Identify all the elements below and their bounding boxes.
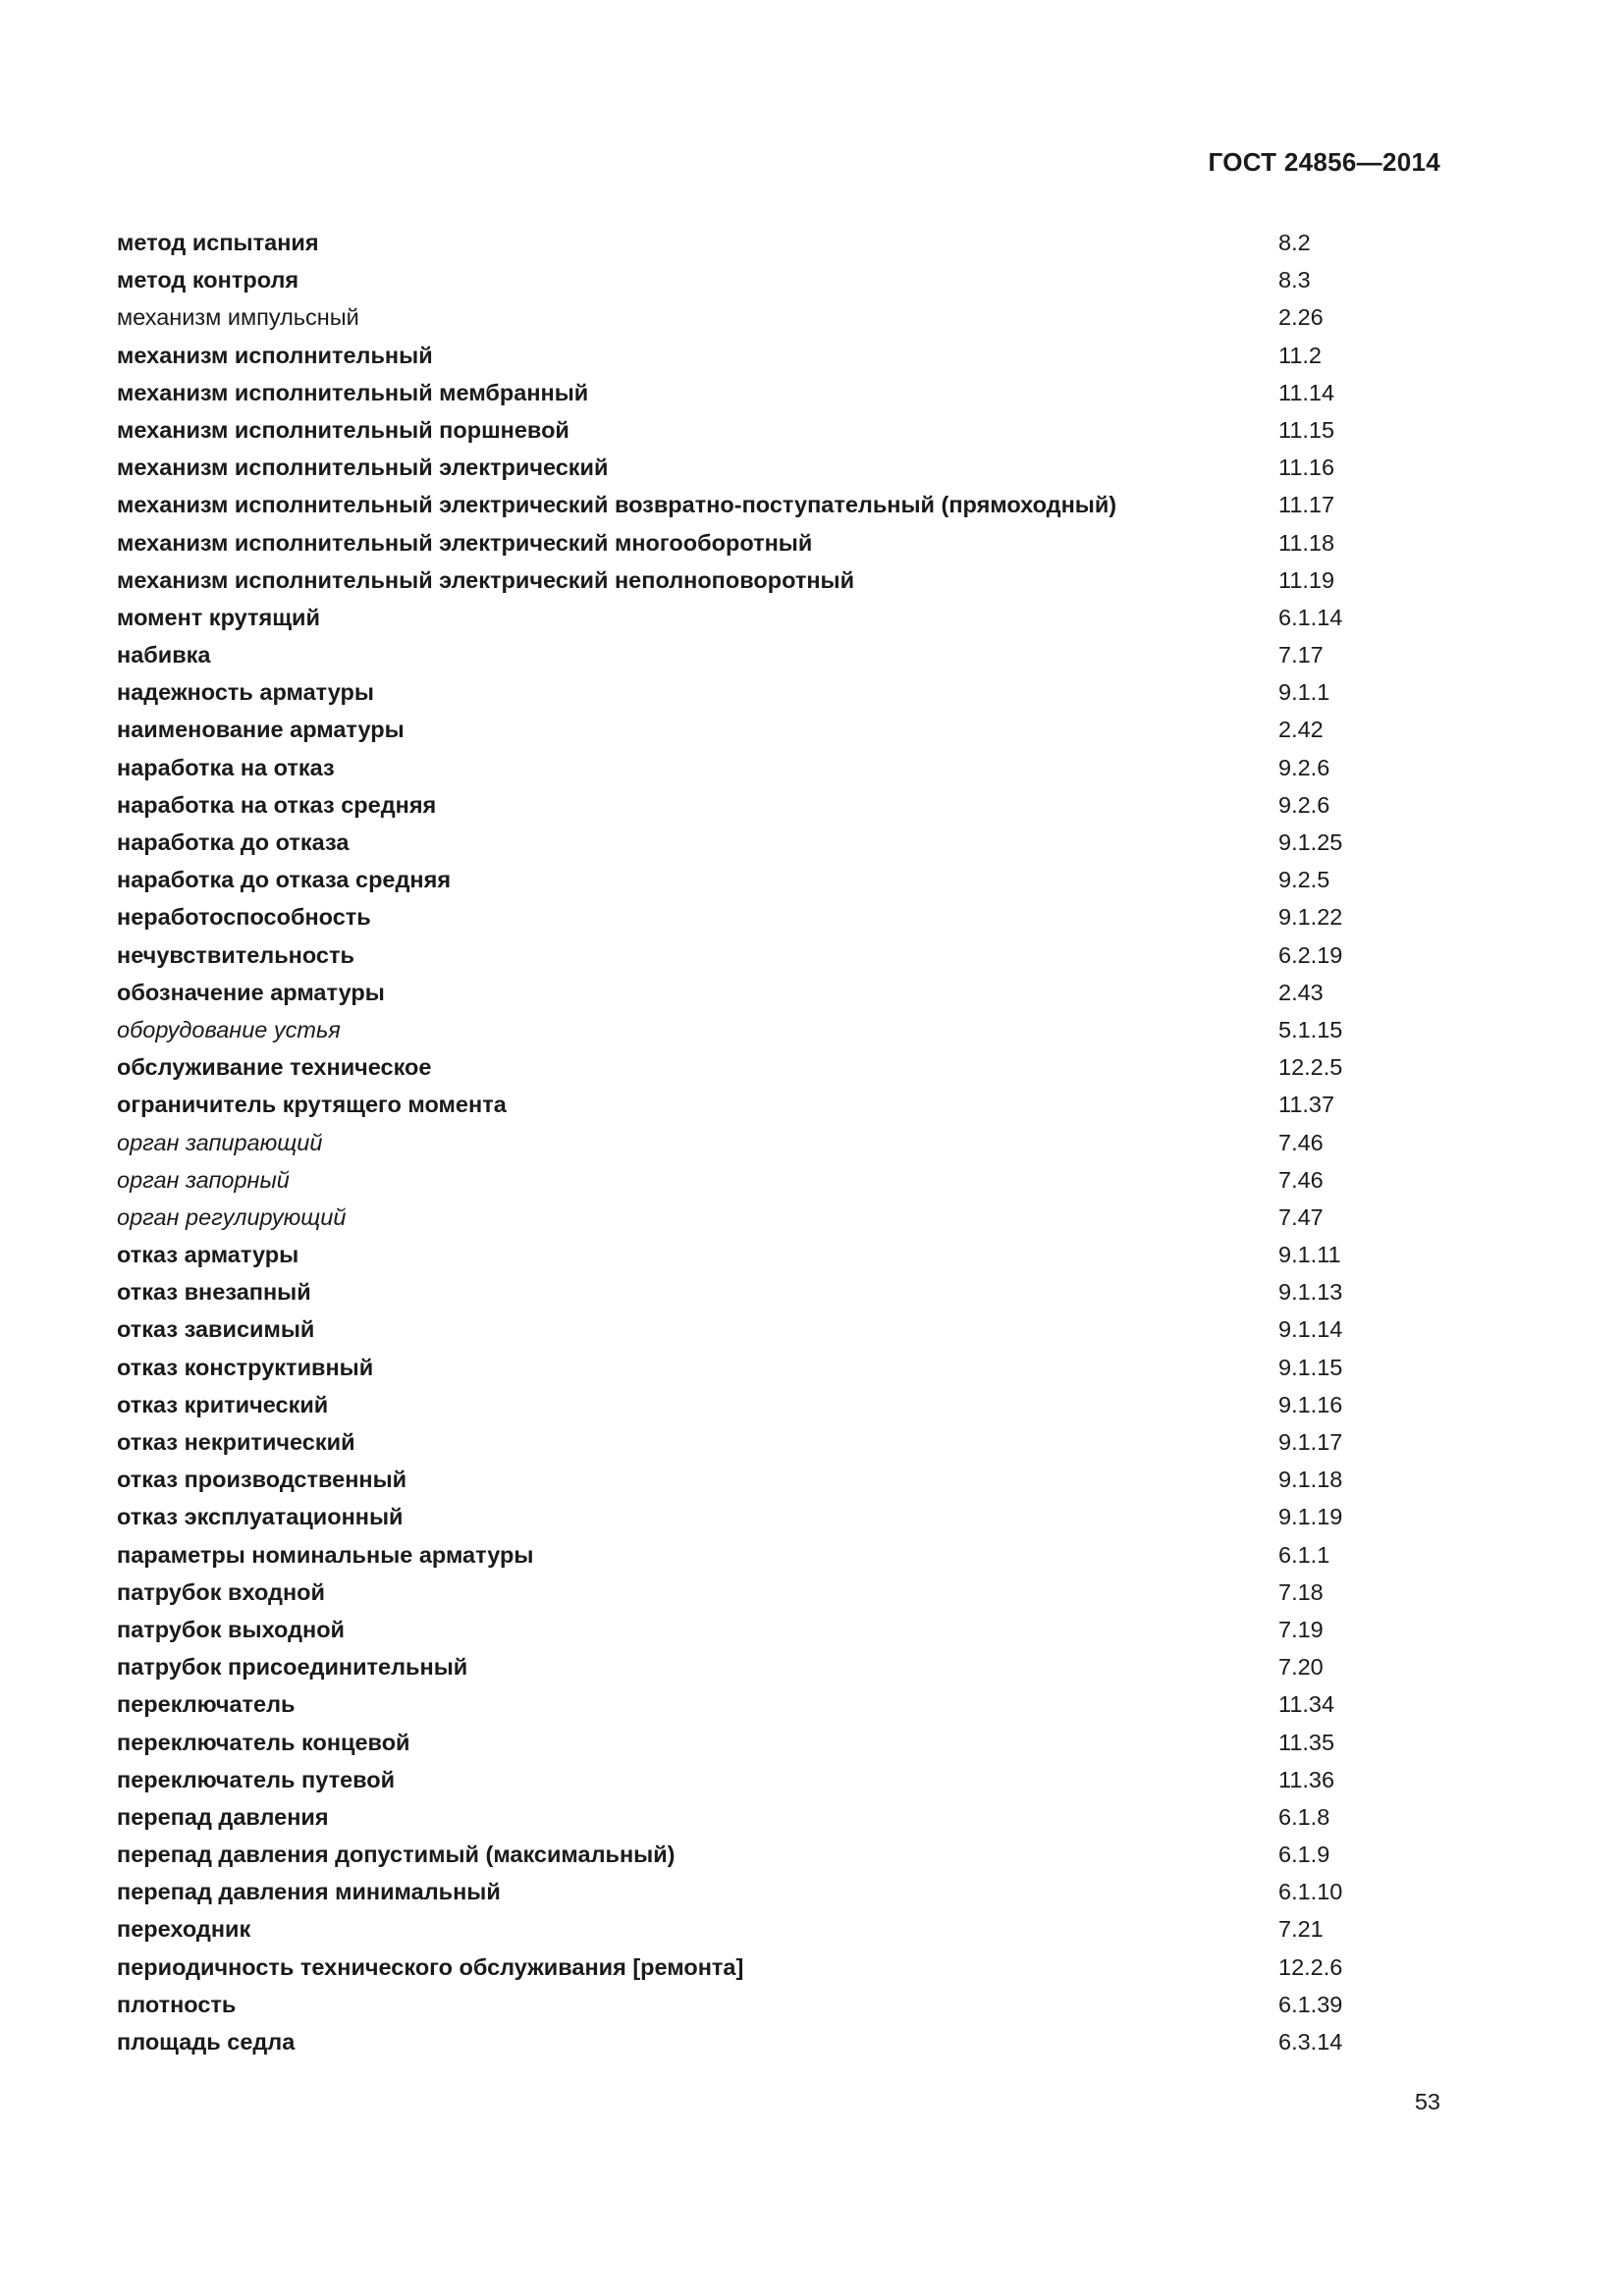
index-entry <box>117 1086 1393 1123</box>
index-term: обслуживание техническое <box>117 1054 432 1081</box>
index-reference: 2.26 <box>1278 304 1324 331</box>
index-reference: 12.2.6 <box>1278 1953 1343 1980</box>
index-term: отказ критический <box>117 1391 329 1417</box>
index-term: наработка на отказ <box>117 754 335 780</box>
index-reference: 9.2.6 <box>1278 791 1330 818</box>
index-term: параметры номинальные арматуры <box>117 1541 534 1568</box>
index-entry <box>117 261 1393 298</box>
index-entry <box>117 749 1393 786</box>
index-term: механизм исполнительный мембранный <box>117 379 589 405</box>
index-term: механизм исполнительный электрический <box>117 454 609 481</box>
index-entry <box>117 1386 1393 1423</box>
index-entry <box>117 224 1393 261</box>
index-reference: 6.3.14 <box>1278 2029 1343 2055</box>
index-reference: 9.1.19 <box>1278 1504 1343 1530</box>
index-reference: 9.1.18 <box>1278 1467 1343 1493</box>
index-term: отказ конструктивный <box>117 1354 374 1380</box>
standard-designation: ГОСТ 24856—2014 <box>1208 147 1440 177</box>
index-entry <box>117 861 1393 898</box>
index-term: наработка до отказа <box>117 829 350 855</box>
index-reference: 9.1.1 <box>1278 679 1330 706</box>
index-reference: 9.1.25 <box>1278 829 1343 855</box>
index-reference: 2.43 <box>1278 979 1324 1005</box>
index-reference: 9.2.6 <box>1278 754 1330 780</box>
index-entry <box>117 1910 1393 1948</box>
index-reference: 11.16 <box>1278 454 1335 481</box>
index-entry <box>117 449 1393 486</box>
index-term: обозначение арматуры <box>117 979 385 1005</box>
index-term: перепад давления минимальный <box>117 1879 501 1905</box>
index-reference: 8.3 <box>1278 267 1311 294</box>
index-entry <box>117 1648 1393 1685</box>
index-reference: 7.18 <box>1278 1578 1324 1605</box>
index-entry <box>117 1273 1393 1310</box>
index-term: нечувствительность <box>117 941 354 968</box>
index-entry <box>117 1611 1393 1648</box>
index-term: наработка до отказа средняя <box>117 867 452 893</box>
index-term: отказ арматуры <box>117 1242 299 1268</box>
index-entry <box>117 1498 1393 1535</box>
index-reference: 11.17 <box>1278 492 1335 518</box>
index-term: наименование арматуры <box>117 717 405 743</box>
index-reference: 2.42 <box>1278 717 1324 743</box>
index-entry <box>117 1461 1393 1498</box>
index-entry <box>117 1724 1393 1761</box>
index-reference: 8.2 <box>1278 230 1311 255</box>
index-reference: 6.1.8 <box>1278 1803 1330 1830</box>
index-term: механизм исполнительный <box>117 342 433 368</box>
index-entry <box>117 974 1393 1011</box>
index-reference: 11.2 <box>1278 342 1322 368</box>
index-entry <box>117 673 1393 711</box>
index-entry <box>117 1836 1393 1873</box>
index-term: надежность арматуры <box>117 679 374 706</box>
index-entry <box>117 411 1393 449</box>
index-reference: 5.1.15 <box>1278 1016 1343 1042</box>
index-entry <box>117 298 1393 336</box>
index-entry <box>117 1873 1393 1910</box>
index-term: механизм исполнительный электрический возвратно-поступательный (прямоходный) <box>117 492 1117 518</box>
index-entry <box>117 1048 1393 1086</box>
index-entry <box>117 1536 1393 1574</box>
index-term: плотность <box>117 1991 237 2017</box>
index-entry <box>117 898 1393 935</box>
index-term: площадь седла <box>117 2029 296 2055</box>
index-entry <box>117 711 1393 748</box>
index-entry <box>117 1574 1393 1611</box>
index-term: переключатель <box>117 1691 296 1718</box>
index-term: механизм исполнительный электрический неполноповоротный <box>117 566 855 593</box>
index-entry <box>117 1310 1393 1348</box>
index-reference: 11.35 <box>1278 1729 1335 1755</box>
index-term: отказ внезапный <box>117 1279 311 1306</box>
index-reference: 9.1.15 <box>1278 1354 1343 1380</box>
index-reference: 11.37 <box>1278 1092 1335 1118</box>
index-term: наработка на отказ средняя <box>117 791 437 818</box>
index-entry <box>117 786 1393 824</box>
index-reference: 9.1.22 <box>1278 904 1343 931</box>
index-reference: 11.18 <box>1278 529 1335 556</box>
index-entry <box>117 2023 1393 2060</box>
index-term: ограничитель крутящего момента <box>117 1092 507 1118</box>
index-reference: 9.1.16 <box>1278 1391 1343 1417</box>
page-number: 53 <box>1414 2089 1440 2114</box>
index-reference: 7.20 <box>1278 1654 1324 1681</box>
index-reference: 9.2.5 <box>1278 867 1330 893</box>
index-term: неработоспособность <box>117 904 371 931</box>
index-term: переключатель концевой <box>117 1729 410 1755</box>
index-entry <box>117 824 1393 861</box>
index-entry <box>117 374 1393 411</box>
index-reference: 6.2.19 <box>1278 941 1343 968</box>
index-reference: 11.14 <box>1278 379 1335 405</box>
index-term: отказ производственный <box>117 1467 407 1493</box>
index-reference: 6.1.39 <box>1278 1991 1343 2017</box>
index-reference: 6.1.9 <box>1278 1842 1330 1868</box>
index-entry <box>117 337 1393 374</box>
index-reference: 6.1.10 <box>1278 1879 1343 1905</box>
index-reference: 9.1.11 <box>1278 1242 1341 1268</box>
index-entry <box>117 1236 1393 1273</box>
index-term: механизм исполнительный поршневой <box>117 416 569 443</box>
index-term: орган запорный <box>117 1166 290 1193</box>
index-entry <box>117 636 1393 673</box>
index-reference: 7.47 <box>1278 1203 1324 1230</box>
index-term: патрубок присоединительный <box>117 1654 468 1681</box>
index-reference: 11.36 <box>1278 1766 1335 1792</box>
index-reference: 11.34 <box>1278 1691 1335 1718</box>
index-term: патрубок выходной <box>117 1616 346 1642</box>
index-term: метод испытания <box>117 230 319 255</box>
index-entry <box>117 1423 1393 1461</box>
index-entry <box>117 1986 1393 2023</box>
index-reference: 9.1.14 <box>1278 1316 1343 1343</box>
index-term: переключатель путевой <box>117 1766 396 1792</box>
index-reference: 6.1.14 <box>1278 604 1343 630</box>
index-term: орган регулирующий <box>117 1203 347 1230</box>
index-term: механизм импульсный <box>117 304 359 331</box>
index-entry <box>117 1124 1393 1161</box>
index-term: периодичность технического обслуживания [ремонта] <box>117 1953 744 1980</box>
index-entry <box>117 936 1393 974</box>
index-term: метод контроля <box>117 267 299 294</box>
index-reference: 9.1.13 <box>1278 1279 1343 1306</box>
index-entry <box>117 1761 1393 1798</box>
index-term: отказ зависимый <box>117 1316 315 1343</box>
index-entry <box>117 1685 1393 1723</box>
index-term: патрубок входной <box>117 1578 325 1605</box>
index-entry <box>117 1798 1393 1836</box>
index-term: механизм исполнительный электрический многооборотный <box>117 529 813 556</box>
index-entry <box>117 1161 1393 1199</box>
index-term: момент крутящий <box>117 604 320 630</box>
index-term: набивка <box>117 642 211 668</box>
index-entry <box>117 1011 1393 1048</box>
index-entry <box>117 1349 1393 1386</box>
index-reference: 9.1.17 <box>1278 1429 1343 1455</box>
index-term: отказ эксплуатационный <box>117 1504 404 1530</box>
index-term: перепад давления допустимый (максимальный) <box>117 1842 676 1868</box>
index-term: перепад давления <box>117 1803 329 1830</box>
index-reference: 7.19 <box>1278 1616 1324 1642</box>
index-reference: 7.17 <box>1278 642 1324 668</box>
index-entry <box>117 1949 1393 1986</box>
index-term: переходник <box>117 1916 251 1943</box>
index-reference: 11.15 <box>1278 416 1335 443</box>
document-header <box>1209 147 1441 178</box>
index-term: орган запирающий <box>117 1129 323 1155</box>
index-reference: 7.21 <box>1278 1916 1324 1943</box>
index-reference: 11.19 <box>1278 566 1335 593</box>
index-reference: 7.46 <box>1278 1129 1324 1155</box>
index-reference: 6.1.1 <box>1278 1541 1330 1568</box>
index-reference: 12.2.5 <box>1278 1054 1343 1081</box>
index-entry <box>117 599 1393 636</box>
index-entry <box>117 561 1393 599</box>
index-term: оборудование устья <box>117 1016 341 1042</box>
index-entry <box>117 524 1393 561</box>
term-index-list <box>117 224 1393 2060</box>
index-reference: 7.46 <box>1278 1166 1324 1193</box>
index-term: отказ некритический <box>117 1429 355 1455</box>
index-entry <box>117 1199 1393 1236</box>
index-entry <box>117 486 1393 523</box>
